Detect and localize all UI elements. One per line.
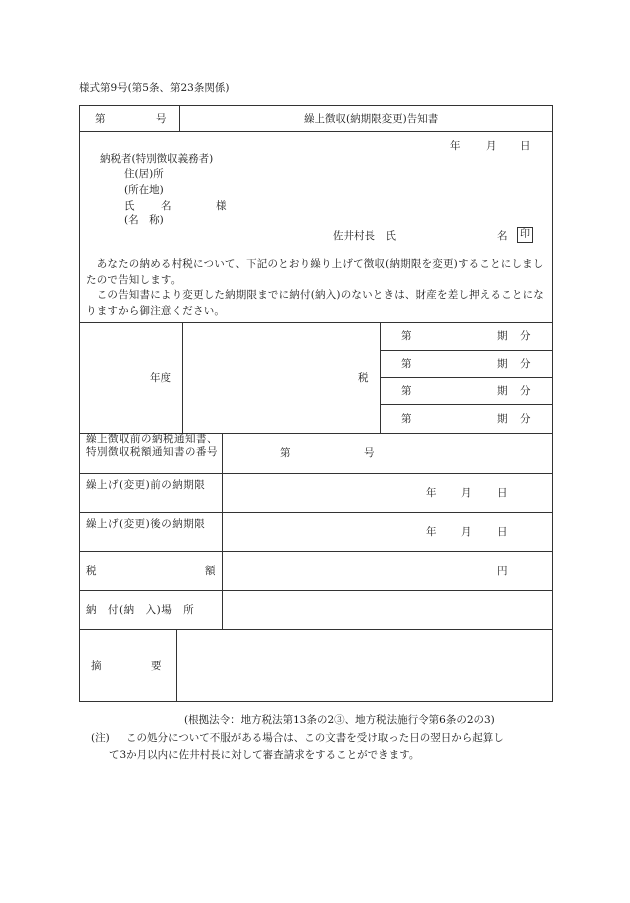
tax-label: 税 [358, 372, 369, 384]
form-title: 繰上徴収(納期限変更)告知書 [304, 113, 439, 125]
period-suffix: 分 [520, 385, 531, 397]
period-suffix: 分 [520, 330, 531, 342]
due-before-day: 日 [497, 487, 508, 499]
issuer-title: 佐井村長 氏 [333, 230, 396, 242]
name-label-1: 氏 [124, 200, 135, 212]
no-prefix: 第 [95, 113, 106, 125]
note-text-1: この処分について不服がある場合は、この文書を受け取った日の翌日から起算し [126, 732, 504, 744]
remarks-label-2: 要 [151, 660, 162, 672]
due-after-day: 日 [497, 526, 508, 538]
period-mid: 期 [497, 413, 508, 425]
period-prefix: 第 [401, 358, 412, 370]
notice-number-prefix: 第 [280, 447, 291, 459]
note-text-2: て3か月以内に佐井村長に対して審査請求をすることができます。 [109, 749, 420, 761]
year-label: 年度 [150, 372, 171, 384]
due-before-year: 年 [426, 487, 437, 499]
notice-paragraph-2: この告知書により変更した納期限までに納付(納入)のないときは、財産を差し押えることになりますから御注意ください。 [86, 289, 544, 317]
notice-number-label: 繰上徴収前の納税通知書、特別徴収税額通知書の番号 [86, 433, 218, 458]
taxpayer-label: 納税者(特別徴収義務者) [100, 153, 214, 165]
notice-paragraph-1: あなたの納める村税について、下記のとおり繰り上げて徴収(納期限を変更)することにしましたので告知します。 [86, 258, 544, 286]
date-day: 日 [520, 140, 531, 152]
name-label-2: 名 [161, 200, 172, 212]
period-suffix: 分 [520, 413, 531, 425]
period-mid: 期 [497, 330, 508, 342]
due-before-month: 月 [461, 487, 472, 499]
notice-number-suffix: 号 [364, 447, 375, 459]
due-before-label: 繰上げ(変更)前の納期限 [86, 479, 206, 491]
location-label: (所在地) [124, 184, 164, 196]
date-month: 月 [486, 140, 497, 152]
due-after-label: 繰上げ(変更)後の納期限 [86, 518, 206, 530]
address-label: 住(居)所 [124, 168, 164, 180]
corp-name-label: (名 称) [124, 214, 164, 226]
no-suffix: 号 [156, 113, 167, 125]
seal-mark: 印 [517, 227, 533, 243]
date-year: 年 [450, 140, 461, 152]
remarks-label-1: 摘 [91, 660, 102, 672]
yen-unit: 円 [497, 565, 508, 577]
form-number: 様式第9号(第5条、第23条関係) [79, 82, 230, 94]
due-after-month: 月 [461, 526, 472, 538]
note-label: (注) [91, 732, 110, 744]
seal-icon [517, 227, 533, 243]
period-prefix: 第 [401, 330, 412, 342]
legal-basis: (根拠法令：地方税法第13条の2③、地方税法施行令第6条の2の3) [184, 714, 495, 726]
period-mid: 期 [497, 385, 508, 397]
period-prefix: 第 [401, 413, 412, 425]
due-after-year: 年 [426, 526, 437, 538]
payment-place-label: 納 付(納 入)場 所 [86, 604, 195, 616]
amount-label-1: 税 [86, 565, 97, 577]
period-mid: 期 [497, 358, 508, 370]
issuer-name-suffix: 名 [497, 230, 508, 242]
period-prefix: 第 [401, 385, 412, 397]
honorific: 様 [216, 200, 227, 212]
amount-label-2: 額 [205, 565, 216, 577]
period-suffix: 分 [520, 358, 531, 370]
